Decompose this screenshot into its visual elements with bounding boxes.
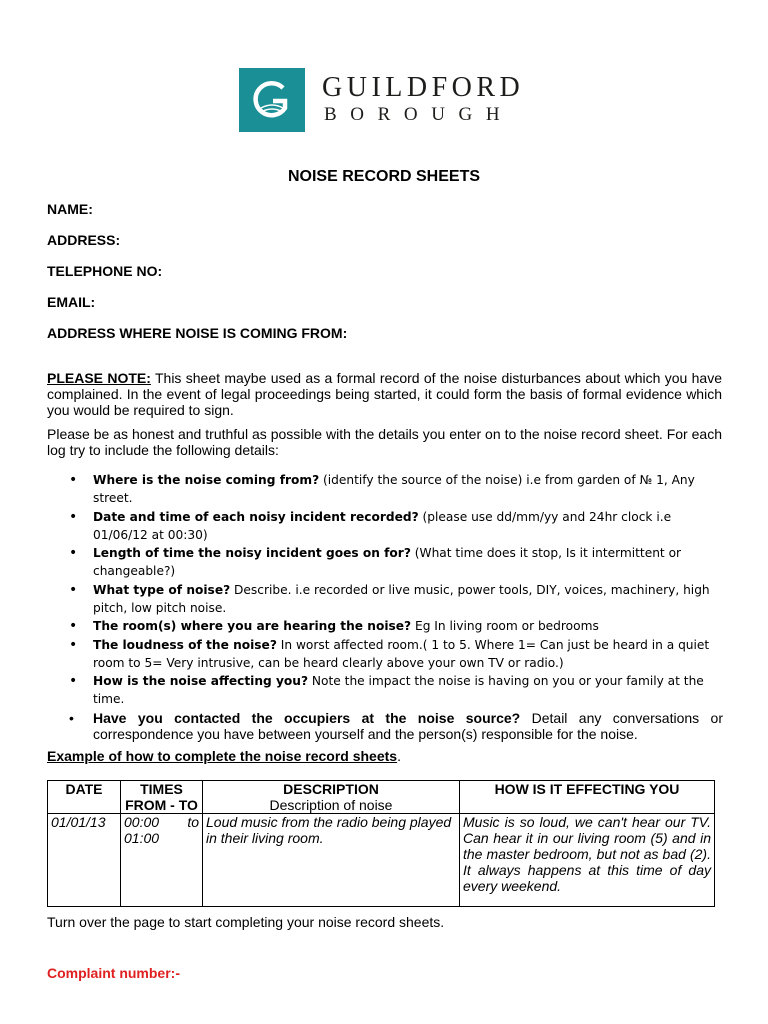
instructions-paragraph: Please be as honest and truthful as possible with the details you enter on to the noise record sheet. For each log try to include the following details: [47,426,722,458]
list-item-detail: Detail any conversations or correspondence you have between yourself and the person(s) responsible for the noise. [93,710,723,742]
list-item-detail: (identify the source of the noise) i.e from garden of № 1, Any street. [93,473,695,505]
page-title: NOISE RECORD SHEETS [287,168,481,185]
cell-times: 00:00 to 01:00 [121,814,203,907]
details-list [47,471,723,743]
list-item-question: Where is the noise coming from? [93,473,320,487]
guildford-g-icon [239,68,305,132]
guildford-borough-logo [239,68,524,132]
list-item: • How is the noise affecting you? Note the impact the noise is having on you or your family at the time. [69,673,704,706]
header-date: DATE [48,781,121,814]
list-item-question: What type of noise? [93,582,231,597]
please-note-label: PLEASE NOTE: [47,370,151,386]
header-effect: HOW IS IT EFFECTING YOU [460,781,715,814]
address-label: ADDRESS: [47,232,121,248]
logo-line-guildford: GUILDFORD [322,72,525,103]
list-item-detail: In worst affected room.( 1 to 5. Where 1= Can just be heard in a quiet room to 5= Very intrusive, can be heard clearly above your own TV or radio.) [93,637,710,670]
list-item-question: Date and time of each noisy incident recorded? [93,509,419,524]
name-label: NAME: [47,201,93,217]
header-times: TIMES FROM - TO [121,781,203,814]
please-note-text: This sheet maybe used as a formal record of the noise disturbances about which you have complained. In the event of legal proceedings being started, it could form the basis of formal evidence which you would be required to sign. [47,370,722,418]
list-item: • What type of noise? Describe. i.e recorded or live music, power tools, DIY, voices, machinery, high pitch, low pitch noise. [69,581,710,615]
list-item-question: Have you contacted the occupiers at the noise source? [93,710,521,726]
cell-effect: Music is so loud, we can't hear our TV. Can hear it in our living room (5) and in the master bedroom, but not as bad (2). It always happens at this time of day every weekend. [460,814,715,907]
list-item: • Date and time of each noisy incident recorded? (please use dd/mm/yy and 24hr clock i.e 01/06/12 at 00:30) [69,508,672,542]
list-item-question: Length of time the noisy incident goes on for? [93,546,411,560]
complaint-number-label: Complaint number:- [47,965,180,981]
logo-wordmark [322,73,524,127]
cell-date: 01/01/13 [48,814,121,907]
list-item: • Where is the noise coming from? (identify the source of the noise) i.e from garden of № 1, Any street. [69,472,695,505]
list-item-detail: Describe. i.e recorded or live music, power tools, DIY, voices, machinery, high pitch, low pitch noise. [93,582,710,615]
list-item-detail: (What time does it stop, Is it intermittent or changeable?) [93,546,682,578]
header-description: DESCRIPTION Description of noise [203,781,460,814]
list-item-detail: Note the impact the noise is having on you or your family at the time. [93,674,704,706]
turnover-note: Turn over the page to start completing your noise record sheets. [47,914,445,930]
please-note-paragraph [47,370,722,418]
noise-address-label: ADDRESS WHERE NOISE IS COMING FROM: [47,325,348,341]
cell-description: Loud music from the radio being played in their living room. [203,814,460,907]
list-item: • Length of time the noisy incident goes on for? (What time does it stop, Is it intermittent or changeable?) [69,545,682,578]
example-record-table [47,780,715,907]
example-heading: Example of how to complete the noise record sheets. [47,748,401,764]
list-item-detail: (please use dd/mm/yy and 24hr clock i.e 01/06/12 at 00:30) [93,509,672,542]
table-header-row [48,781,715,814]
list-item-question: How is the noise affecting you? [93,674,309,688]
table-row [48,814,715,907]
list-item: • The loudness of the noise? In worst affected room.( 1 to 5. Where 1= Can just be heard in a quiet room to 5= Very intrusive, can be heard clearly above your own TV or radio.) [69,636,710,670]
list-item: • Have you contacted the occupiers at the noise source? Detail any conversations or correspondence you have between yourself and the person(s) responsible for the noise. [69,710,723,742]
list-item: • The room(s) where you are hearing the noise? Eg In living room or bedrooms [69,618,599,634]
email-label: EMAIL: [47,294,96,310]
list-item-question: The room(s) where you are hearing the noise? [93,619,412,633]
list-item-question: The loudness of the noise? [93,637,277,652]
telephone-label: TELEPHONE NO: [47,263,163,279]
logo-line-borough: BOROUGH [324,104,514,125]
list-item-detail: Eg In living room or bedrooms [411,619,599,633]
